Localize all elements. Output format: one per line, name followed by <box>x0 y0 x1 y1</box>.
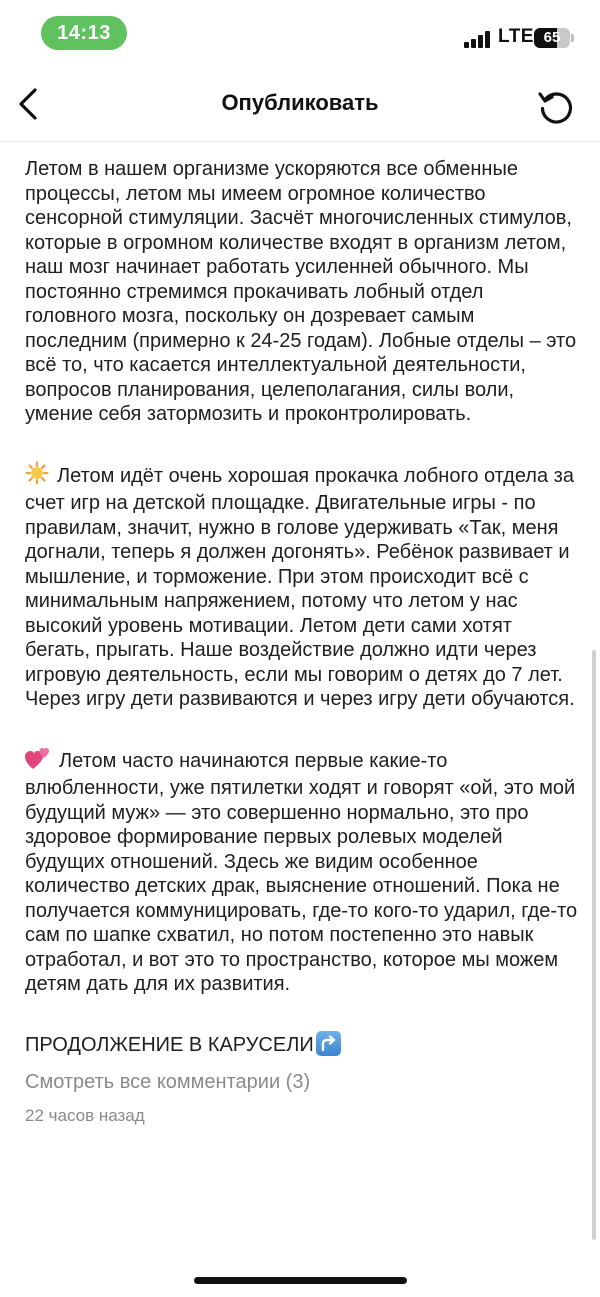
continuation-text: ПРОДОЛЖЕНИЕ В КАРУСЕЛИ <box>25 1033 314 1056</box>
caption-paragraph-text: Летом часто начинаются первые какие-то влюбленности, уже пятилетки ходят и говорят «ой, это мой будущий муж» — это совершенно нормально, это про здоровое формирование первых ролевых моделей будущих отношений. Здесь же видим особенное количество детских драк, выяснение отношений. Пока не получается коммуницировать, где-то кого-то ударил, где-то сам по шапке схватил, но потом постепенно это навык отработал, и вот это то пространство, которое мы можем детям дать для их развития. <box>25 749 578 995</box>
battery-icon <box>534 28 570 48</box>
caption-paragraph-text: Летом в нашем организме ускоряются все обменные процессы, летом мы имеем огромное количество сенсорной стимуляции. Засчёт многочисленных стимулов, которые в огромном количестве входят в организм летом, наш мозг начинает работать усиленней обычного. Мы постоянно стремимся прокачивать лобный отдел головного мозга, поскольку он дозревает самым последним (примерно к 24-25 годам). Лобные отделы – это всё то, что касается интеллектуальной деятельности, вопросов планирования, целеполагания, силы воли, умение себя затормозить и проконтролировать. <box>25 158 577 425</box>
view-comments-link[interactable]: Смотреть все комментарии (3) <box>25 1070 311 1093</box>
network-type: LTE <box>498 26 534 47</box>
status-time[interactable]: 14:13 <box>41 16 127 50</box>
sun-icon <box>25 461 49 492</box>
scrollbar[interactable] <box>592 650 596 1240</box>
battery-level: 65 <box>543 29 561 46</box>
battery-tip <box>571 34 574 42</box>
status-bar <box>0 0 600 68</box>
caption-paragraph <box>25 157 580 427</box>
post-caption <box>25 157 580 1127</box>
caption-paragraph-text: Летом идёт очень хорошая прокачка лобного отдела за счет игр на детской площадке. Двигательные игры - по правилам, значит, нужно в голове удерживать «Так, меня догнали, теперь я должен догонять». Ребёнок развивает и мышление, и торможение. При этом происходит всё с минимальным напряжением, потому что летом у нас высокий уровень мотивации. Летом дети сами хотят бегать, прыгать. Наше воздействие должно идти через игровую деятельность, если мы говорим о детях до 7 лет. Через игру дети развиваются и через игру дети обучаются. <box>25 464 575 710</box>
home-indicator[interactable] <box>194 1277 407 1284</box>
post-timestamp: 22 часов назад <box>25 1105 145 1125</box>
page-title: Опубликовать <box>221 90 379 115</box>
arrow-up-right-icon <box>316 1031 341 1056</box>
caption-paragraph <box>25 461 580 712</box>
two-hearts-icon <box>25 746 51 777</box>
carousel-continuation <box>25 1031 580 1057</box>
navigation-bar <box>0 68 600 142</box>
refresh-button[interactable] <box>534 84 578 128</box>
refresh-icon <box>536 86 576 126</box>
cellular-signal-icon <box>464 30 492 48</box>
caption-paragraph <box>25 746 580 997</box>
